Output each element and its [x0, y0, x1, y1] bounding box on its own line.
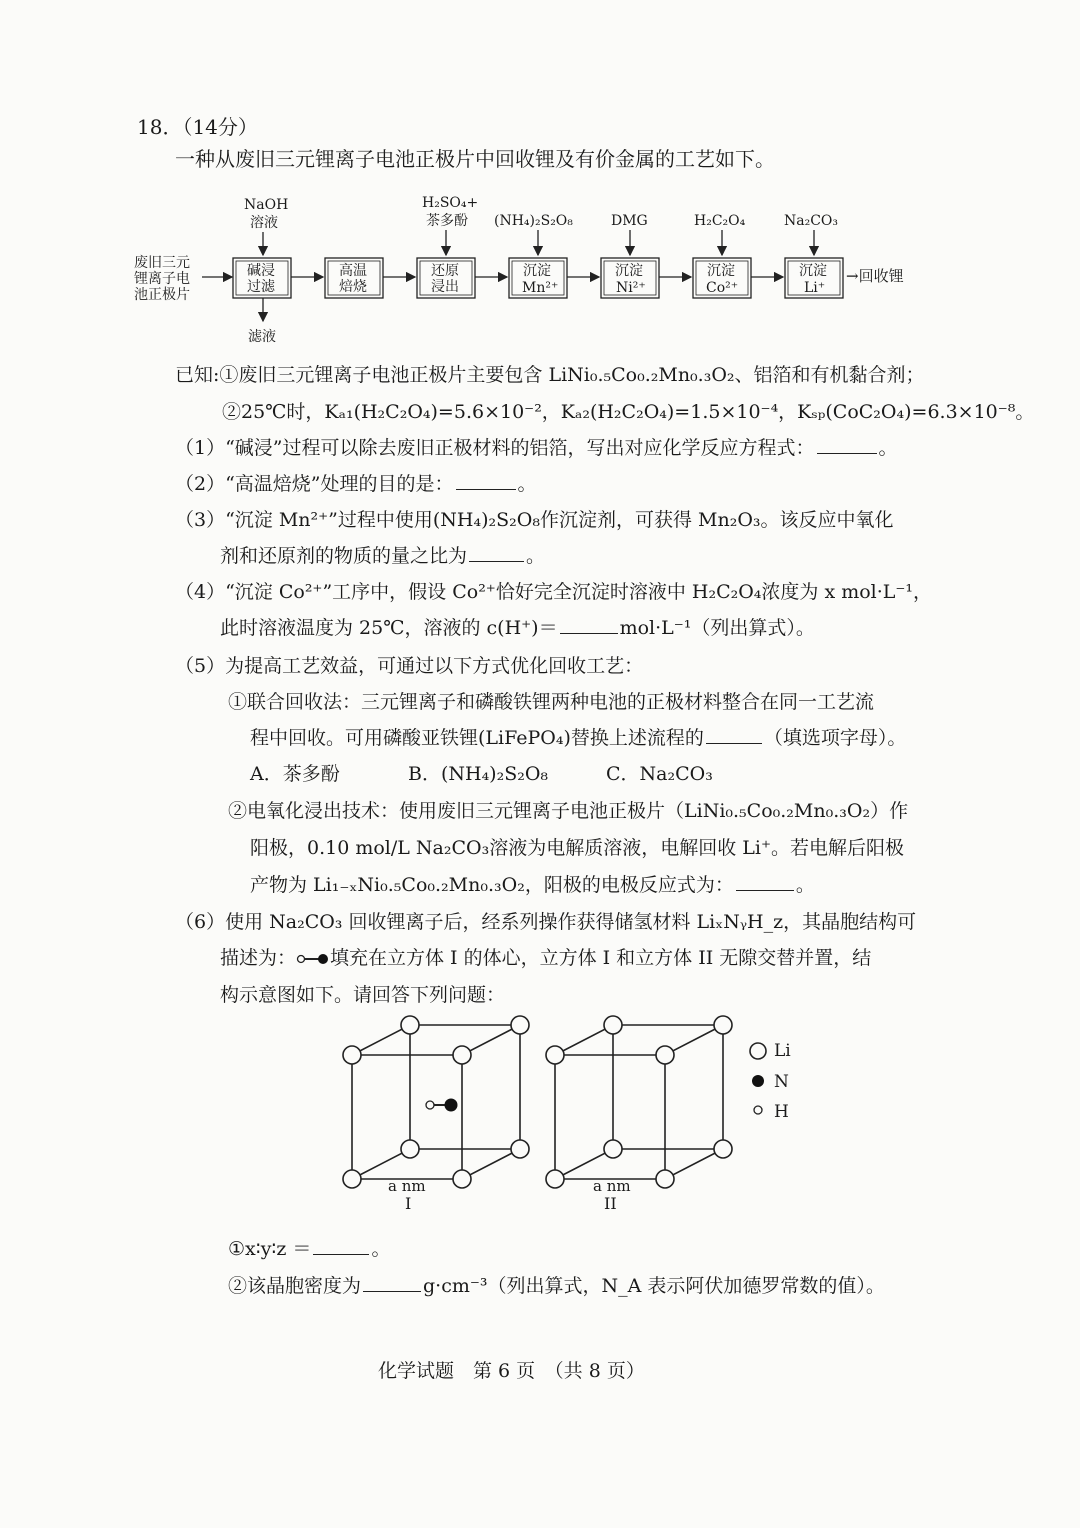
subquestion-6-line3: 构示意图如下。请回答下列问题： — [220, 984, 506, 1006]
q2-text: （2）“高温焙烧”处理的目的是： — [175, 473, 454, 495]
q5-2c-text: 产物为 Li₁₋ₓNi₀.₅Co₀.₂Mn₀.₃O₂，阳极的电极反应式为： — [250, 874, 734, 896]
known-item-2: ②25℃时，Kₐ₁(H₂C₂O₄)=5.6×10⁻²，Kₐ₂(H₂C₂O₄)=1.5×10⁻⁴，Kₛₚ(CoC₂O₄)=6.3×10⁻⁸。 — [222, 401, 1035, 423]
q4b-text: 此时溶液温度为 25℃，溶液的 c(H⁺)＝ — [220, 617, 558, 639]
reagent-sodium-carbonate: Na₂CO₃ — [784, 213, 839, 229]
nh-pair-icon — [296, 952, 330, 966]
step-label-4a: 沉淀 — [523, 263, 551, 279]
legend-n: N — [774, 1072, 789, 1092]
known-label: 已知: — [175, 364, 220, 386]
answer-blank-q5-2[interactable] — [736, 872, 794, 891]
subquestion-6-line1: （6）使用 Na₂CO₃ 回收锂离子后，经系列操作获得储氢材料 LiₓNᵧH_z，其晶胞结构可 — [175, 911, 917, 933]
answer-blank-q1[interactable] — [817, 435, 877, 454]
filtrate-output: 滤液 — [248, 329, 276, 345]
step-label-6a: 沉淀 — [707, 263, 735, 279]
reagent-naoh: NaOH — [244, 197, 289, 213]
crystal-cell-diagram — [330, 1015, 820, 1220]
subquestion-6-1: ①x∶y∶z ＝ 。 — [228, 1238, 391, 1260]
subquestion-5-2-line2: 阳极，0.10 mol/L Na₂CO₃溶液为电解质溶液，电解回收 Li⁺。若电解后阳极 — [250, 837, 904, 859]
step-label-1a: 碱浸 — [247, 263, 275, 279]
cube-i-label: I — [405, 1194, 412, 1213]
reagent-persulfate: (NH₄)₂S₂O₈ — [494, 213, 573, 229]
step-label-5a: 沉淀 — [615, 263, 643, 279]
known-item-1 — [175, 361, 925, 389]
subquestion-6-2 — [228, 1272, 885, 1300]
subquestion-4-line2 — [220, 614, 815, 642]
cube-i — [343, 1016, 529, 1213]
option-c[interactable]: C．Na₂CO₃ — [606, 763, 713, 785]
flow-start-line3: 池正极片 — [134, 287, 190, 303]
flow-step-precip-li — [784, 213, 843, 298]
subquestion-2: （2）“高温焙烧”处理的目的是： 。 — [175, 473, 537, 495]
process-flow-diagram — [120, 185, 950, 360]
flow-start-line1: 废旧三元 — [134, 255, 190, 271]
step-label-5b: Ni²⁺ — [616, 280, 646, 296]
step-label-3b: 浸出 — [431, 279, 459, 295]
n-atom-legend-icon — [752, 1075, 764, 1087]
q6-1-text: ①x∶y∶z ＝ — [228, 1238, 312, 1260]
reagent-oxalic-acid: H₂C₂O₄ — [694, 213, 746, 229]
flow-step-precip-ni — [601, 213, 659, 298]
step-label-7a: 沉淀 — [799, 263, 827, 279]
cube-ii — [546, 1016, 732, 1213]
reagent-naoh-solution: 溶液 — [250, 215, 278, 231]
step-label-2a: 高温 — [339, 263, 367, 279]
subquestion-5-2-line3: 产物为 Li₁₋ₓNi₀.₅Co₀.₂Mn₀.₃O₂，阳极的电极反应式为： 。 — [250, 874, 815, 896]
flow-step-roast — [325, 258, 383, 298]
subquestion-5-2-line1: ②电氧化浸出技术：使用废旧三元锂离子电池正极片（LiNi₀.₅Co₀.₂Mn₀.₃O₂）作 — [228, 800, 909, 822]
cube-ii-edge-label: a nm — [593, 1177, 631, 1195]
q4c-text: mol·L⁻¹（列出算式）。 — [619, 617, 815, 639]
li-atom-legend-icon — [750, 1043, 766, 1059]
q6-2a-text: ②该晶胞密度为 — [228, 1275, 362, 1297]
legend-li: Li — [774, 1041, 791, 1061]
step-label-1b: 过滤 — [247, 279, 275, 295]
question-number: 18．（14分） — [137, 115, 258, 139]
option-b[interactable]: B．(NH₄)₂S₂O₈ — [408, 763, 549, 785]
flow-step-reduce-leach — [417, 195, 478, 298]
answer-blank-q3[interactable] — [469, 543, 524, 562]
reagent-h2so4: H₂SO₄+ — [422, 195, 479, 211]
known-1-text: ①废旧三元锂离子电池正极片主要包含 LiNi₀.₅Co₀.₂Mn₀.₃O₂、铝箔和有机黏合剂； — [219, 364, 925, 386]
q3b-text: 剂和还原剂的物质的量之比为 — [220, 545, 468, 567]
subquestion-5-1-line2 — [250, 724, 906, 752]
q6b-post: 填充在立方体 I 的体心，立方体 I 和立方体 II 无隙交替并置，结 — [330, 947, 872, 969]
q1-text: （1）“碱浸”过程可以除去废旧正极材料的铝箔，写出对应化学反应方程式： — [175, 437, 815, 459]
flow-step-precip-mn — [494, 213, 573, 298]
subquestion-4-line1: （4）“沉淀 Co²⁺”工序中，假设 Co²⁺恰好完全沉淀时溶液中 H₂C₂O₄浓度为 x mol·L⁻¹， — [175, 581, 933, 603]
answer-blank-q6-1[interactable] — [313, 1236, 369, 1255]
subquestion-3-line2: 剂和还原剂的物质的量之比为 。 — [220, 545, 546, 567]
answer-blank-q5-1[interactable] — [706, 725, 762, 744]
question-intro: 一种从废旧三元锂离子电池正极片中回收锂及有价金属的工艺如下。 — [175, 147, 775, 171]
flow-step-alkali-leach — [233, 197, 291, 345]
q5-1c-text: （填选项字母）。 — [763, 727, 907, 749]
h-atom-legend-icon — [754, 1106, 762, 1114]
step-label-6b: Co²⁺ — [706, 280, 739, 296]
subquestion-5: （5）为提高工艺效益，可通过以下方式优化回收工艺： — [175, 655, 644, 677]
q5-1b-text: 程中回收。可用磷酸亚铁锂(LiFePO₄)替换上述流程的 — [250, 727, 704, 749]
subquestion-3-line1: （3）“沉淀 Mn²⁺”过程中使用(NH₄)₂S₂O₈作沉淀剂，可获得 Mn₂O₃。该反应中氧化 — [175, 509, 894, 531]
answer-blank-q6-2[interactable] — [363, 1273, 421, 1292]
flow-end-recovered-li: →回收锂 — [846, 267, 904, 285]
answer-blank-q4[interactable] — [560, 615, 618, 634]
page-footer: 化学试题 第 6 页 （共 8 页） — [378, 1360, 645, 1382]
flow-start-line2: 锂离子电 — [134, 271, 190, 287]
option-a[interactable]: A．茶多酚 — [250, 763, 340, 785]
flow-step-precip-co — [693, 213, 751, 298]
reagent-tea-polyphenol: 茶多酚 — [426, 213, 468, 229]
cube-i-edge-label: a nm — [388, 1177, 426, 1195]
subquestion-1: （1）“碱浸”过程可以除去废旧正极材料的铝箔，写出对应化学反应方程式： 。 — [175, 437, 898, 459]
step-label-7b: Li⁺ — [804, 280, 826, 296]
q6b-pre: 描述为： — [220, 947, 297, 969]
reagent-dmg: DMG — [611, 213, 648, 229]
subquestion-5-1-line1: ①联合回收法：三元锂离子和磷酸铁锂两种电池的正极材料整合在同一工艺流 — [228, 691, 875, 713]
atom-legend — [750, 1041, 791, 1122]
step-label-4b: Mn²⁺ — [522, 280, 559, 296]
step-label-2b: 焙烧 — [339, 279, 367, 295]
answer-blank-q2[interactable] — [456, 471, 516, 490]
step-label-3a: 还原 — [431, 263, 459, 279]
cube-ii-label: II — [604, 1194, 617, 1213]
subquestion-6-line2 — [220, 944, 871, 972]
q6-2b-text: g·cm⁻³（列出算式，N_A 表示阿伏加德罗常数的值）。 — [423, 1275, 885, 1297]
legend-h: H — [774, 1102, 789, 1122]
